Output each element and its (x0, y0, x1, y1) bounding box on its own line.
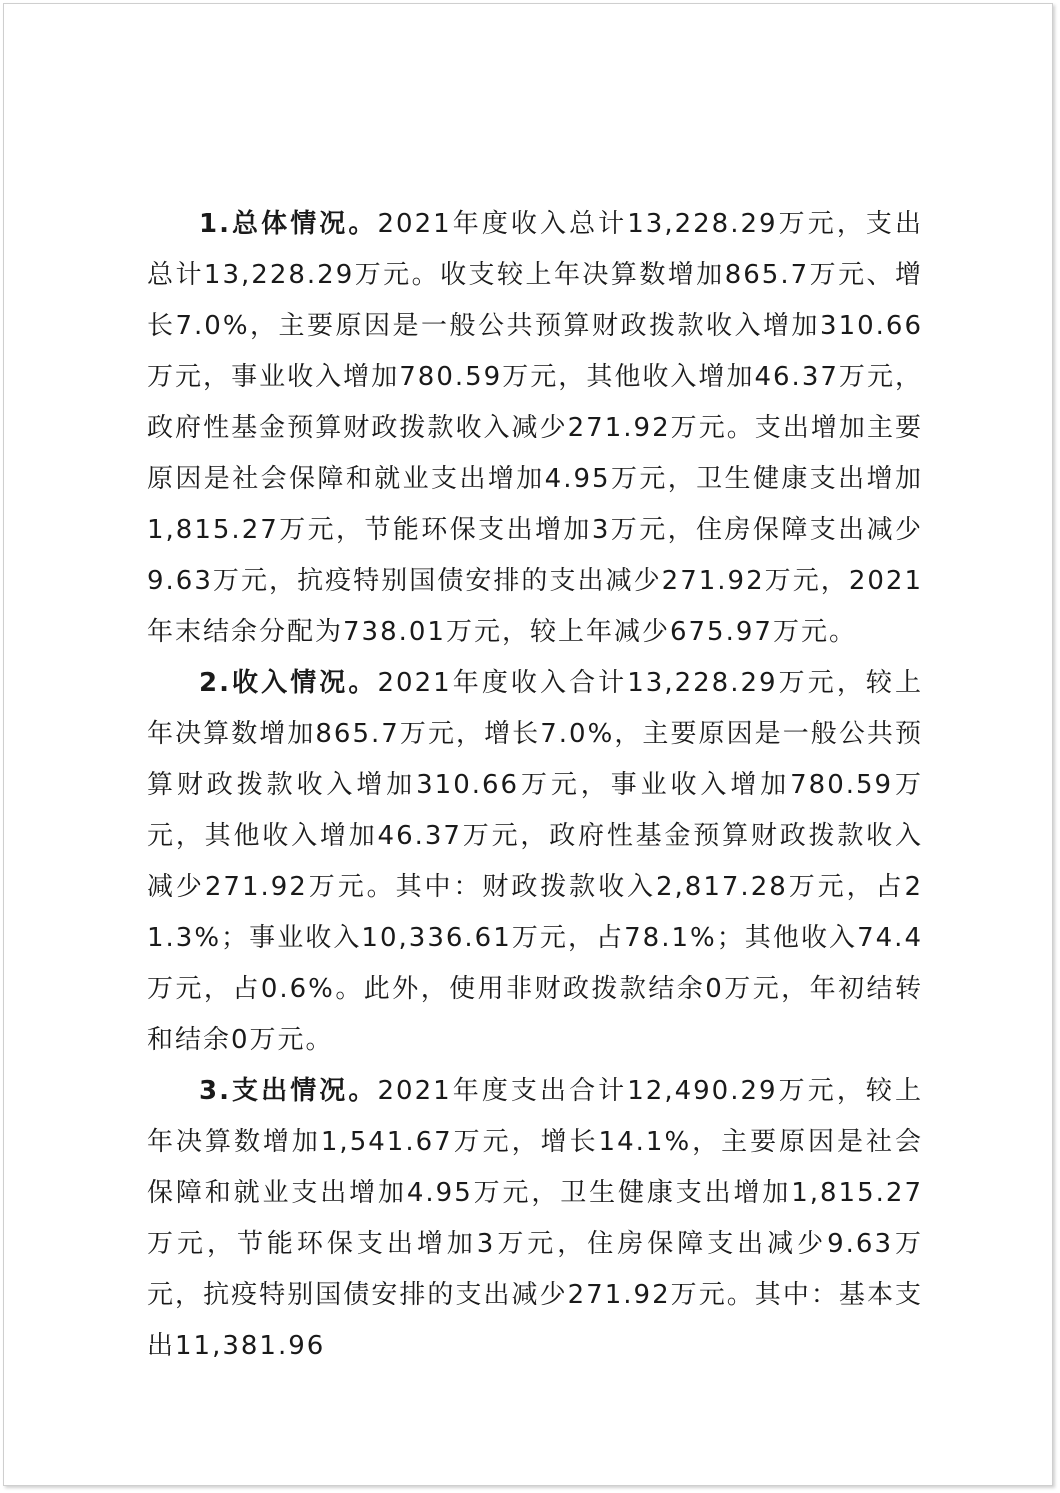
paragraph-income (147, 658, 923, 1066)
heading-overall: 1.总体情况。 (199, 209, 378, 239)
paragraph-expenditure (147, 1066, 923, 1372)
heading-income: 2.收入情况。 (199, 668, 378, 698)
document-body (147, 199, 923, 1372)
heading-expenditure: 3.支出情况。 (199, 1076, 378, 1106)
text-income: 2021年度收入合计13,228.29万元，较上年决算数增加865.7万元，增长7.0%，主要原因是一般公共预算财政拨款收入增加310.66万元，事业收入增加780.59万元，其他收入增加46.37万元，政府性基金预算财政拨款收入减少271.92万元。其中：财政拨款收入2,817.28万元，占21.3%；事业收入10,336.61万元，占78.1%；其他收入74.4万元，占0.6%。此外，使用非财政拨款结余0万元，年初结转和结余0万元。 (147, 668, 923, 1055)
paragraph-overall (147, 199, 923, 658)
document-page (3, 3, 1053, 1486)
text-overall: 2021年度收入总计13,228.29万元，支出总计13,228.29万元。收支较上年决算数增加865.7万元、增长7.0%，主要原因是一般公共预算财政拨款收入增加310.66万元，事业收入增加780.59万元，其他收入增加46.37万元，政府性基金预算财政拨款收入减少271.92万元。支出增加主要原因是社会保障和就业支出增加4.95万元，卫生健康支出增加1,815.27万元，节能环保支出增加3万元，住房保障支出减少9.63万元，抗疫特别国债安排的支出减少271.92万元，2021年末结余分配为738.01万元，较上年减少675.97万元。 (147, 209, 923, 647)
text-expenditure: 2021年度支出合计12,490.29万元，较上年决算数增加1,541.67万元，增长14.1%，主要原因是社会保障和就业支出增加4.95万元，卫生健康支出增加1,815.27万元，节能环保支出增加3万元，住房保障支出减少9.63万元，抗疫特别国债安排的支出减少271.92万元。其中：基本支出11,381.96 (147, 1076, 923, 1361)
